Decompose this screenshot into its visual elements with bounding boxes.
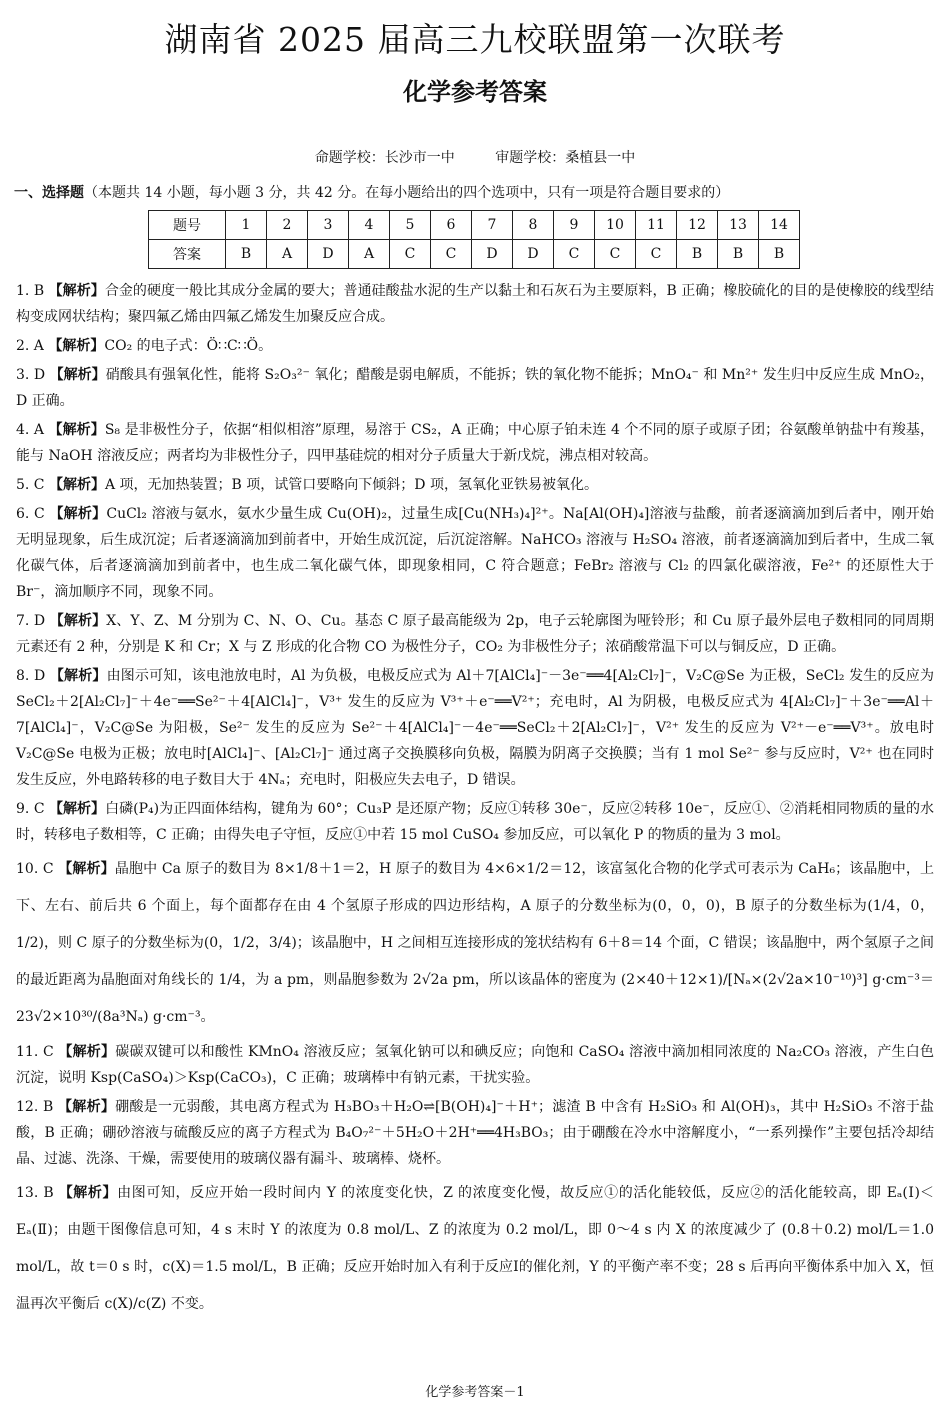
explanation-item	[16, 417, 934, 469]
page-subtitle: 化学参考答案	[403, 78, 547, 106]
item-answer: 9. C	[16, 801, 45, 817]
item-text: CO₂ 的电子式：Ö∷C∷Ö。	[104, 338, 273, 354]
section-heading	[14, 182, 729, 202]
analysis-tag: 【解析】	[58, 1099, 116, 1115]
item-text: 合金的硬度一般比其成分金属的要大；普通硅酸盐水泥的生产以黏土和石灰石为主要原料，B 正确；橡胶硫化的目的是使橡胶的线型结构变成网状结构；聚四氟乙烯由四氟乙烯发生加聚反应合成。	[16, 283, 934, 325]
row-label-answer: 答案	[149, 240, 226, 269]
answer-cell: B	[759, 240, 800, 269]
answer-cell: D	[513, 240, 554, 269]
section-note: （本题共 14 小题，每小题 3 分，共 42 分。在每小题给出的四个选项中，只有一项是符合题目要求的）	[84, 185, 730, 201]
analysis-tag: 【解析】	[58, 861, 115, 877]
analysis-tag: 【解析】	[49, 367, 106, 383]
answer-cell: D	[472, 240, 513, 269]
question-number-cell: 1	[226, 211, 267, 240]
answer-cell: C	[554, 240, 595, 269]
item-answer: 2. A	[16, 338, 44, 354]
item-answer: 3. D	[16, 367, 46, 383]
answer-cell: B	[677, 240, 718, 269]
analysis-tag: 【解析】	[48, 338, 105, 354]
question-number-cell: 14	[759, 211, 800, 240]
explanations	[16, 278, 934, 1326]
answer-cell: B	[718, 240, 759, 269]
question-number-cell: 7	[472, 211, 513, 240]
explanation-item	[16, 501, 934, 605]
item-answer: 8. D	[16, 668, 46, 684]
answer-table	[148, 210, 800, 269]
item-text: 由图示可知，该电池放电时，Al 为负极，电极反应式为 Al＋7[AlCl₄]⁻－3e⁻══4[Al₂Cl₇]⁻，V₂C@Se 为正极，SeCl₂ 发生的反应为 SeCl₂＋2[Al₂Cl₇]⁻＋4e⁻══Se²⁻＋4[AlCl₄]⁻，V³⁺ 发生的反应为 V³⁺＋e⁻══V²⁺；充电时，Al 为阴极，电极反应式为 4[Al₂Cl₇]⁻＋3e⁻══Al＋7[AlCl₄]⁻，V₂C@Se 为阳极，Se²⁻ 发生的反应为 Se²⁻＋4[AlCl₄]⁻－4e⁻══SeCl₂＋2[Al₂Cl₇]⁻，V²⁺ 发生的反应为 V²⁺－e⁻══V³⁺。放电时 V₂C@Se 电极为正极；放电时[AlCl₄]⁻、[Al₂Cl₇]⁻ 通过离子交换膜移向负极，隔膜为阴离子交换膜；当有 1 mol Se²⁻ 参与反应时，V²⁺ 也在同时发生反应，外电路转移的电子数目大于 4Nₐ；充电时，阳极应失去电子，D 错误。	[16, 668, 934, 788]
school-info	[0, 147, 950, 167]
item-text: 硼酸是一元弱酸，其电离方程式为 H₃BO₃＋H₂O⇌[B(OH)₄]⁻＋H⁺；滤渣 B 中含有 H₂SiO₃ 和 Al(OH)₃，其中 H₂SiO₃ 不溶于盐酸，B 正确；硼砂溶液与硫酸反应的离子方程式为 B₄O₇²⁻＋5H₂O＋2H⁺══4H₃BO₃；由于硼酸在冷水中溶解度小，“一系列操作”主要包括冷却结晶、过滤、洗涤、干燥，需要使用的玻璃仪器有漏斗、玻璃棒、烧杯。	[16, 1099, 934, 1167]
answer-cell: C	[390, 240, 431, 269]
item-answer: 5. C	[16, 477, 45, 493]
explanation-item	[16, 796, 934, 848]
explanation-item	[16, 608, 934, 660]
analysis-tag: 【解析】	[48, 283, 105, 299]
answer-cell: B	[226, 240, 267, 269]
analysis-tag: 【解析】	[48, 422, 105, 438]
analysis-tag: 【解析】	[49, 613, 107, 629]
answer-cell: A	[267, 240, 308, 269]
question-number-cell: 5	[390, 211, 431, 240]
analysis-tag: 【解析】	[58, 1185, 118, 1201]
analysis-tag: 【解析】	[58, 1044, 116, 1060]
question-number-cell: 11	[636, 211, 677, 240]
question-number-cell: 2	[267, 211, 308, 240]
item-text: 白磷(P₄)为正四面体结构，键角为 60°；Cu₃P 是还原产物；反应①转移 30e⁻，反应②转移 10e⁻，反应①、②消耗相同物质的量的水时，转移电子数相等，C 正确；由得失电子守恒，反应①中若 15 mol CuSO₄ 参加反应，可以氧化 P 的物质的量为 3 mol。	[16, 801, 935, 843]
question-number-cell: 13	[718, 211, 759, 240]
item-text: 晶胞中 Ca 原子的数目为 8×1/8＋1＝2，H 原子的数目为 4×6×1/2＝12，该富氢化合物的化学式可表示为 CaH₆；该晶胞中，上下、左右、前后共 6 个面上，每个面都存在由 4 个氢原子形成的四边形结构，A 原子的分数坐标为(0，0，0)，B 原子的分数坐标为(1/4，0，1/2)，则 C 原子的分数坐标为(0，1/2，3/4)；该晶胞中，H 之间相互连接形成的笼状结构有 6＋8＝14 个面，C 错误；该晶胞中，两个氢原子之间的最近距离为晶胞面对角线长的 1/4，为 a pm，则晶胞参数为 2√2a pm，所以该晶体的密度为 (2×40＋12×1)/[Nₐ×(2√2a×10⁻¹⁰)³] g·cm⁻³＝23√2×10³⁰/(8a³Nₐ) g·cm⁻³。	[16, 861, 935, 1025]
explanation-item	[16, 278, 934, 330]
explanation-item	[16, 851, 934, 1036]
explanation-item	[16, 663, 934, 793]
item-text: S₈ 是非极性分子，依据“相似相溶”原理，易溶于 CS₂，A 正确；中心原子铂未连 4 个不同的原子或原子团；谷氨酸单钠盐中有羧基，能与 NaOH 溶液反应；两者均为非极性分子，四甲基硅烷的相对分子质量大于新戊烷，沸点相对较高。	[16, 422, 935, 464]
item-answer: 13. B	[16, 1185, 54, 1201]
question-number-cell: 12	[677, 211, 718, 240]
item-text: A 项，无加热装置；B 项，试管口要略向下倾斜；D 项，氢氧化亚铁易被氧化。	[104, 477, 598, 493]
answer-cell: A	[349, 240, 390, 269]
question-number-cell: 9	[554, 211, 595, 240]
analysis-tag: 【解析】	[49, 506, 107, 522]
analysis-tag: 【解析】	[48, 477, 105, 493]
answer-cell: C	[595, 240, 636, 269]
reviewer-school: 审题学校：桑植县一中	[495, 150, 636, 166]
item-text: 硝酸具有强氧化性，能将 S₂O₃²⁻ 氧化；醋酸是弱电解质，不能拆；铁的氧化物不能拆；MnO₄⁻ 和 Mn²⁺ 发生归中反应生成 MnO₂，D 正确。	[16, 367, 934, 409]
page-footer: 化学参考答案－1	[425, 1385, 525, 1400]
section-title: 一、选择题	[14, 185, 84, 201]
item-answer: 6. C	[16, 506, 45, 522]
page-title: 湖南省 2025 届高三九校联盟第一次联考	[164, 20, 786, 59]
item-text: 由图可知，反应开始一段时间内 Y 的浓度变化快，Z 的浓度变化慢，故反应①的活化能较低，反应②的活化能较高，即 Eₐ(Ⅰ)＜Eₐ(Ⅱ)；由题干图像信息可知，4 s 末时 Y 的浓度为 0.8 mol/L、Z 的浓度为 0.2 mol/L，即 0～4 s 内 X 的浓度减少了 (0.8＋0.2) mol/L＝1.0 mol/L，故 t＝0 s 时，c(X)＝1.5 mol/L，B 正确；反应开始时加入有利于反应Ⅰ的催化剂，Y 的平衡产率不变；28 s 后再向平衡体系中加入 X，恒温再次平衡后 c(X)/c(Z) 不变。	[16, 1185, 935, 1312]
explanation-item	[16, 1039, 934, 1091]
question-number-cell: 3	[308, 211, 349, 240]
item-text: X、Y、Z、M 分别为 C、N、O、Cu。基态 C 原子最高能级为 2p，电子云轮廓图为哑铃形；和 Cu 原子最外层电子数相同的同周期元素还有 2 种，分别是 K 和 Cr；X 与 Z 形成的化合物 CO 为极性分子，CO₂ 为非极性分子；浓硝酸常温下可以与铜反应，D 正确。	[16, 613, 935, 655]
answer-table-answer-row	[149, 240, 800, 269]
explanation-item	[16, 1175, 934, 1323]
question-number-cell: 6	[431, 211, 472, 240]
item-answer: 10. C	[16, 861, 54, 877]
explanation-item	[16, 472, 934, 498]
proposer-school: 命题学校：长沙市一中	[314, 150, 455, 166]
item-answer: 4. A	[16, 422, 44, 438]
answer-cell: C	[431, 240, 472, 269]
analysis-tag: 【解析】	[49, 801, 106, 817]
answer-cell: D	[308, 240, 349, 269]
item-text: 碳碳双键可以和酸性 KMnO₄ 溶液反应；氢氧化钠可以和碘反应；向饱和 CaSO₄ 溶液中滴加相同浓度的 Na₂CO₃ 溶液，产生白色沉淀，说明 Ksp(CaSO₄)＞Ksp(CaCO₃)，C 正确；玻璃棒中有钠元素，干扰实验。	[16, 1044, 934, 1086]
item-text: CuCl₂ 溶液与氨水，氨水少量生成 Cu(OH)₂，过量生成[Cu(NH₃)₄]²⁺。Na[Al(OH)₄]溶液与盐酸，前者逐滴滴加到后者中，刚开始无明显现象，后生成沉淀；后者逐滴滴加到前者中，开始生成沉淀，后沉淀溶解。NaHCO₃ 溶液与 H₂SO₄ 溶液，前者逐滴滴加到后者中，生成二氧化碳气体，后者逐滴滴加到前者中，也生成二氧化碳气体，即现象相同，C 符合题意；FeBr₂ 溶液与 Cl₂ 的四氯化碳溶液，Fe²⁺ 的还原性大于 Br⁻，滴加顺序不同，现象不同。	[16, 506, 934, 600]
item-answer: 7. D	[16, 613, 46, 629]
answer-table-number-row	[149, 211, 800, 240]
question-number-cell: 10	[595, 211, 636, 240]
item-answer: 1. B	[16, 283, 45, 299]
row-label-number: 题号	[149, 211, 226, 240]
question-number-cell: 8	[513, 211, 554, 240]
analysis-tag: 【解析】	[49, 668, 107, 684]
answer-cell: C	[636, 240, 677, 269]
explanation-item	[16, 333, 934, 359]
question-number-cell: 4	[349, 211, 390, 240]
item-answer: 12. B	[16, 1099, 54, 1115]
item-answer: 11. C	[16, 1044, 54, 1060]
explanation-item	[16, 1094, 934, 1172]
explanation-item	[16, 362, 934, 414]
